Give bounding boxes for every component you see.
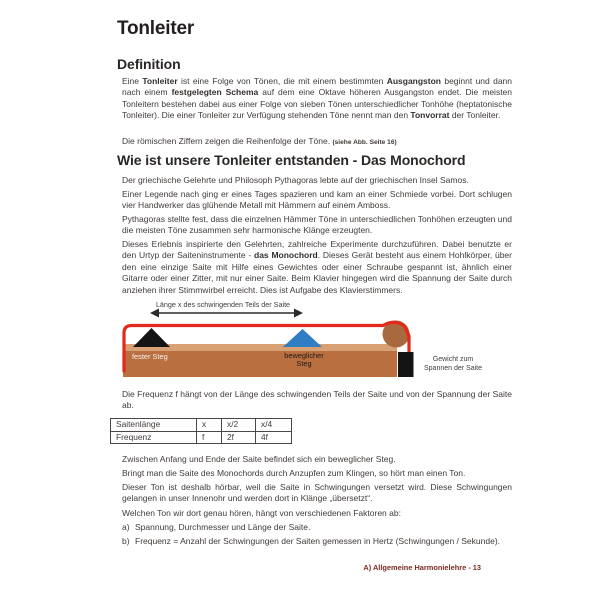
paragraph-bringt: Bringt man die Saite des Monochords durch Anzupfen zum Klingen, so hört man einen Ton. — [122, 468, 466, 478]
table-cell: 4f — [256, 431, 292, 444]
monochord-diagram-shapes — [95, 298, 525, 398]
paragraph-samos: Der griechische Gelehrte und Philosoph Pythagoras lebte auf der griechischen Insel Samos. — [122, 175, 469, 185]
table-cell: x/2 — [222, 419, 256, 432]
length-arrow-head-right — [294, 309, 303, 318]
string-length-label: Länge x des schwingenden Teils der Saite — [155, 300, 291, 309]
roman-numerals-text: Die römischen Ziffern zeigen die Reihenfolge der Töne. — [122, 136, 331, 146]
page-footer: A) Allgemeine Harmonielehre - 13 — [363, 563, 481, 572]
table-cell: 2f — [222, 431, 256, 444]
table-cell: x/4 — [256, 419, 292, 432]
monochord-diagram — [95, 298, 525, 398]
table-cell: Saitenlänge — [111, 419, 197, 432]
table-row — [111, 431, 292, 444]
section-heading-definition: Definition — [117, 56, 181, 72]
list-text: Frequenz = Anzahl der Schwingungen der Saiten gemessen in Hertz (Schwingungen / Sekunde). — [135, 536, 501, 546]
paragraph-zwischen: Zwischen Anfang und Ende der Saite befindet sich ein beweglicher Steg. — [122, 454, 396, 464]
paragraph-legende: Einer Legende nach ging er eines Tages spazieren und kam an einer Schmiede vorbei. Dort schlugen vier Handwerker das glühende Metall mit Hämmern auf einem Amboss. — [122, 189, 512, 211]
paragraph-pythagoras: Pythagoras stellte fest, dass die einzelnen Hämmer Töne in unterschiedlichen Tonhöhen erzeugten und die meisten Töne zusammen sehr harmonische Klänge erzeugten. — [122, 214, 512, 236]
paragraph-welchen: Welchen Ton wir dort genau hören, hängt von verschiedenen Faktoren ab: — [122, 508, 401, 518]
weight-rect — [398, 352, 414, 377]
table-cell: Frequenz — [111, 431, 197, 444]
list-item-b — [122, 536, 514, 547]
roman-numerals-line — [122, 136, 512, 148]
movable-bridge-label: beweglicher Steg — [284, 351, 324, 369]
see-figure-note: (siehe Abb. Seite 16) — [332, 139, 397, 146]
list-marker: a) — [122, 522, 130, 532]
fixed-bridge-triangle — [133, 328, 170, 347]
list-item-a — [122, 522, 514, 533]
page-title: Tonleiter — [117, 18, 195, 39]
paragraph-erlebnis: Dieses Erlebnis inspirierte den Gelehrten, zahlreiche Experimente durchzuführen. Dabei benutzte er den Urtyp der Saiteninstrumente - das Monochord. Dieses Gerät besteht aus einem Hohlkörper, über den eine einzige Saite mit Hilfe eines Gewichtes oder einer Schraube gespannt ist, ähnlich einer Gitarre oder einer Zitter, mit nur einer Saite. Beim Klavier hingegen wird die Spannung der Saite durch anziehen ihrer Stimmwirbel erreicht. Dies ist Aufgabe des Klavierstimmers. — [122, 239, 512, 295]
paragraph-frequency: Die Frequenz f hängt von der Länge des schwingenden Teils der Saite und von der Spannung der Saite ab. — [122, 389, 512, 411]
table-row — [111, 419, 292, 432]
section-heading-monochord: Wie ist unsere Tonleiter entstanden - Das Monochord — [117, 152, 466, 168]
definition-paragraph: Eine Tonleiter ist eine Folge von Tönen, die mit einem bestimmten Ausgangston beginnt und dann nach einem festgelegten Schema auf dem eine Oktave höheren Ausgangston endet. Die meisten Tonleitern bestehen dabei aus einer Folge von sieben Tönen unterschiedlicher Tonhöhe (heptatonische Tonleiter). Die einer Tonleiter zur Verfügung stehenden Töne nennt man den Tonvorrat der Tonleiter. — [122, 76, 513, 121]
table-cell: f — [197, 431, 222, 444]
table-cell: x — [197, 419, 222, 432]
frequency-table — [110, 418, 292, 444]
list-marker: b) — [122, 536, 130, 546]
list-text: Spannung, Durchmesser und Länge der Saite. — [135, 522, 311, 532]
weight-label: Gewicht zum Spannen der Saite — [424, 356, 482, 372]
paragraph-dieser: Dieser Ton ist deshalb hörbar, weil die Saite in Schwingungen versetzt wird. Diese Schwingungen gelangen in unser Innenohr und werden dort in Klänge „übersetzt“. — [122, 482, 512, 504]
fixed-bridge-label: fester Steg — [132, 352, 168, 361]
length-arrow-head-left — [150, 309, 159, 318]
movable-bridge-triangle — [283, 329, 322, 347]
